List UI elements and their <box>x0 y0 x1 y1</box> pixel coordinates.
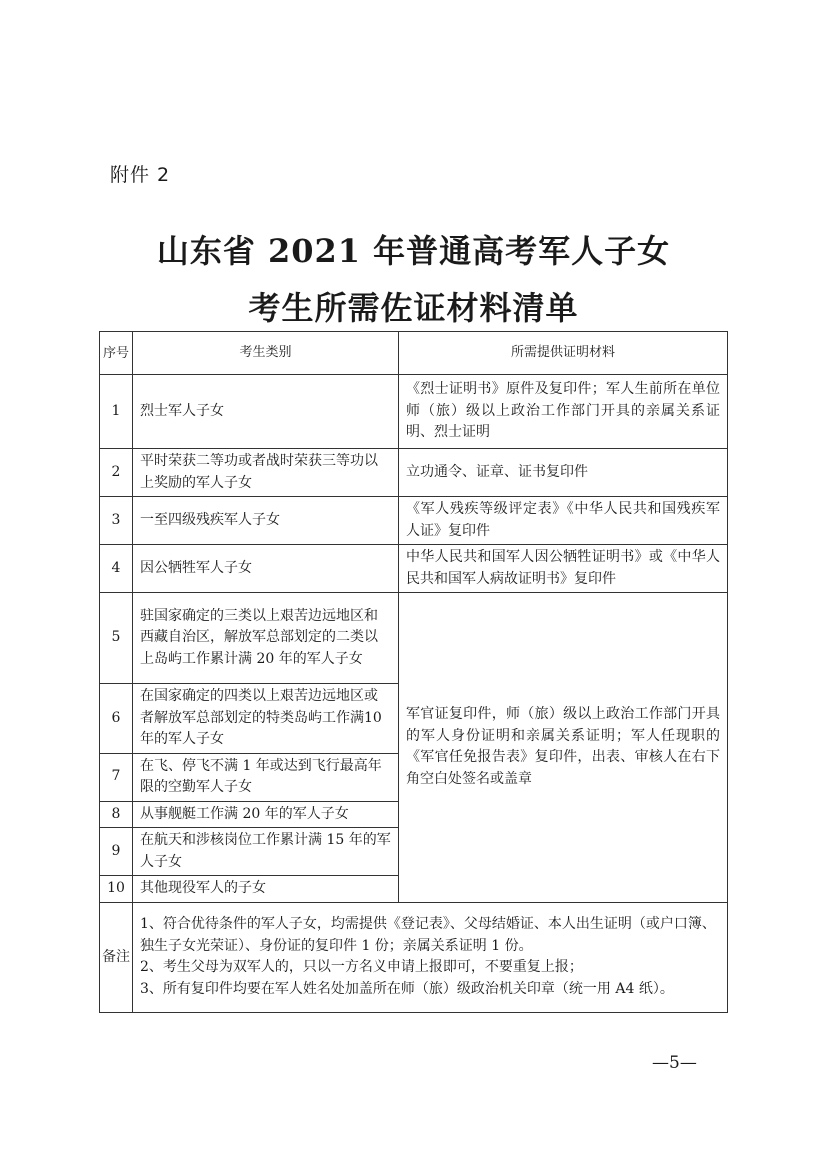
table-row <box>100 593 728 684</box>
row-materials: 中华人民共和国军人因公牺牲证明书》或《中华人民共和国军人病故证明书》复印件 <box>399 545 728 593</box>
attachment-label: 附件 2 <box>110 164 171 186</box>
notes-row <box>100 902 728 1012</box>
row-category: 一至四级残疾军人子女 <box>133 497 399 545</box>
notes-body <box>133 902 728 1012</box>
row-category: 驻国家确定的三类以上艰苦边远地区和西藏自治区，解放军总部划定的二类以上岛屿工作累计满 20 年的军人子女 <box>133 593 399 684</box>
row-category: 在飞、停飞不满 1 年或达到飞行最高年限的空勤军人子女 <box>133 753 399 801</box>
note-item: 2、考生父母为双军人的，只以一方名义申请上报即可，不要重复上报； <box>140 959 583 975</box>
table-row <box>100 449 728 497</box>
header-materials: 所需提供证明材料 <box>399 332 728 375</box>
row-seq: 1 <box>100 375 133 449</box>
row-seq: 9 <box>100 828 133 876</box>
row-category: 在国家确定的四类以上艰苦边远地区或者解放军总部划定的特类岛屿工作满10年的军人子女 <box>133 684 399 754</box>
table-row <box>100 545 728 593</box>
document-title-line1: 山东省 2021 年普通高考军人子女 <box>156 232 671 270</box>
row-category: 其他现役军人的子女 <box>133 876 399 903</box>
row-materials: 立功通令、证章、证书复印件 <box>399 449 728 497</box>
header-seq: 序号 <box>100 332 133 375</box>
row-seq: 3 <box>100 497 133 545</box>
note-item: 3、所有复印件均要在军人姓名处加盖所在师（旅）级政治机关印章（统一用 A4 纸）。 <box>140 980 674 997</box>
row-seq: 7 <box>100 753 133 801</box>
note-item: 1、符合优待条件的军人子女，均需提供《登记表》、父母结婚证、本人出生证明（或户口簿、独生子女光荣证）、身份证的复印件 1 份；亲属关系证明 1 份。 <box>140 916 716 954</box>
table-header-row <box>100 332 728 375</box>
row-seq: 10 <box>100 876 133 903</box>
document-title-line2: 考生所需佐证材料清单 <box>248 289 579 327</box>
row-category: 因公牺牲军人子女 <box>133 545 399 593</box>
row-seq: 5 <box>100 593 133 684</box>
row-category: 在航天和涉核岗位工作累计满 15 年的军人子女 <box>133 828 399 876</box>
table-row <box>100 375 728 449</box>
row-materials: 《烈士证明书》原件及复印件；军人生前所在单位师（旅）级以上政治工作部门开具的亲属关系证明、烈士证明 <box>399 375 728 449</box>
header-category: 考生类别 <box>133 332 399 375</box>
row-seq: 8 <box>100 801 133 828</box>
row-seq: 2 <box>100 449 133 497</box>
row-seq: 4 <box>100 545 133 593</box>
table-row <box>100 497 728 545</box>
row-category: 从事舰艇工作满 20 年的军人子女 <box>133 801 399 828</box>
notes-label: 备注 <box>100 902 133 1012</box>
row-seq: 6 <box>100 684 133 754</box>
row-materials: 《军人残疾等级评定表》《中华人民共和国残疾军人证》复印件 <box>399 497 728 545</box>
page-number: —5— <box>652 1053 697 1073</box>
materials-table <box>99 331 728 1013</box>
row-category: 平时荣获二等功或者战时荣获三等功以上奖励的军人子女 <box>133 449 399 497</box>
row-category: 烈士军人子女 <box>133 375 399 449</box>
shared-materials: 军官证复印件，师（旅）级以上政治工作部门开具的军人身份证明和亲属关系证明；军人任现职的《军官任免报告表》复印件，出表、审核人在右下角空白处签名或盖章 <box>399 593 728 903</box>
